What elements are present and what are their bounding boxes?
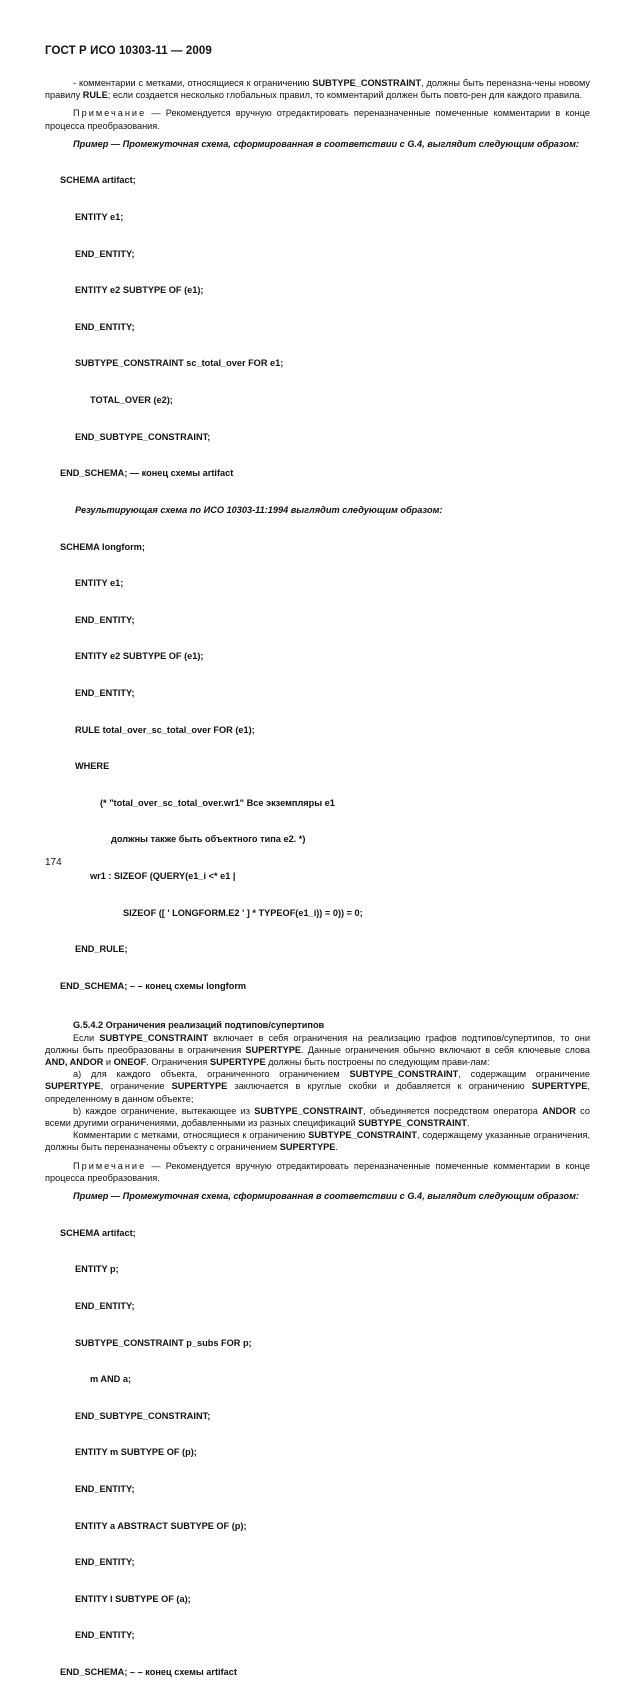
code-line: m AND a; bbox=[90, 1374, 132, 1385]
code-line: ENTITY l SUBTYPE OF (a); bbox=[75, 1593, 191, 1604]
code-block-2 bbox=[45, 516, 590, 1016]
code-line: END_RULE; bbox=[75, 944, 128, 955]
code-line: ENTITY m SUBTYPE OF (p); bbox=[75, 1447, 197, 1458]
code-line: END_ENTITY; bbox=[75, 1630, 135, 1641]
keyword: SUPERTYPE bbox=[171, 1081, 228, 1092]
code-line: wr1 : SIZEOF (QUERY(e1_i <* e1 | bbox=[90, 871, 236, 881]
text: . Данные ограничения обычно включают в себя ключевые слова bbox=[301, 1044, 590, 1055]
code-block-1 bbox=[45, 150, 590, 504]
code-line: ENTITY p; bbox=[75, 1264, 119, 1275]
text: , содержащему указанные ограничения, должны быть переназначены объекту с ограничением bbox=[45, 1130, 590, 1153]
code-line: END_ENTITY; bbox=[75, 1557, 135, 1568]
keyword: SUBTYPE_CONSTRAINT bbox=[349, 1069, 459, 1080]
code-block-3 bbox=[45, 1202, 590, 1702]
keyword: SUBTYPE_CONSTRAINT bbox=[308, 1130, 417, 1141]
example-1-caption: Пример — Промежуточная схема, сформированная в соответствии с G.4, выглядит следующим образом: bbox=[73, 138, 579, 149]
text: заключается в круглые скобки и добавляется к ограничению bbox=[227, 1081, 532, 1092]
note-label: Примечание bbox=[73, 1160, 147, 1171]
note-2 bbox=[45, 1160, 590, 1184]
paragraph-subtype-constraints bbox=[45, 1032, 590, 1069]
text: - комментарии с метками, относящиеся к ограничению bbox=[73, 78, 313, 88]
keyword: RULE bbox=[82, 90, 108, 101]
code-line: (* "total_over_sc_total_over.wr1" Все экземпляры e1 bbox=[100, 797, 335, 808]
code-line: END_SCHEMA; – – конец схемы artifact bbox=[60, 1667, 237, 1677]
section-heading: G.5.4.2 Ограничения реализаций подтипов/супертипов bbox=[73, 1020, 325, 1031]
code-line: ENTITY e1; bbox=[75, 212, 124, 223]
note-text: — Рекомендуется вручную отредактировать переназначенные помеченные комментарии в конце процесса преобразования. bbox=[45, 108, 590, 131]
code-line: END_SCHEMA; — конец схемы artifact bbox=[60, 468, 234, 479]
paragraph-comments-supertype bbox=[45, 1129, 590, 1153]
code-line: SIZEOF ([ ' LONGFORM.E2 ' ] * TYPEOF(e1_i)) = 0)) = 0; bbox=[123, 907, 363, 918]
example-2-caption: Пример — Промежуточная схема, сформированная в соответствии с G.4, выглядит следующим образом: bbox=[73, 1191, 579, 1202]
keyword: SUPERTYPE bbox=[45, 1081, 101, 1092]
note-1 bbox=[45, 107, 590, 131]
text: , ограничение bbox=[100, 1081, 172, 1092]
code-line: SUBTYPE_CONSTRAINT sc_total_over FOR e1; bbox=[75, 358, 284, 369]
keyword: SUPERTYPE bbox=[209, 1057, 266, 1068]
keyword: ANDOR bbox=[542, 1105, 576, 1116]
code-line: SUBTYPE_CONSTRAINT p_subs FOR p; bbox=[75, 1337, 252, 1348]
code-line: RULE total_over_sc_total_over FOR (e1); bbox=[75, 724, 255, 735]
keyword: SUPERTYPE bbox=[245, 1044, 302, 1055]
code-line: END_ENTITY; bbox=[75, 1483, 135, 1494]
code-line: END_SUBTYPE_CONSTRAINT; bbox=[75, 431, 211, 442]
text: Комментарии с метками, относящиеся к ограничению bbox=[73, 1130, 309, 1141]
note-label: Примечание bbox=[73, 108, 147, 119]
code-line: ENTITY e2 SUBTYPE OF (e1); bbox=[75, 285, 204, 296]
text: , содержащим ограничение bbox=[458, 1069, 590, 1080]
text: . bbox=[466, 1118, 470, 1129]
text: а) для каждого объекта, ограниченного ограничением bbox=[73, 1069, 350, 1080]
text: Если bbox=[73, 1032, 100, 1043]
code-line: END_ENTITY; bbox=[75, 614, 135, 625]
keyword: SUPERTYPE bbox=[279, 1142, 336, 1153]
keyword: SUBTYPE_CONSTRAINT bbox=[312, 78, 422, 88]
code-line: ENTITY e1; bbox=[75, 578, 124, 589]
note-text: — Рекомендуется вручную отредактировать переназначенные помеченные комментарии в конце процесса преобразования. bbox=[45, 1160, 590, 1183]
keyword: AND, ANDOR bbox=[45, 1057, 104, 1068]
code-line: END_ENTITY; bbox=[75, 687, 135, 698]
code-line: SCHEMA longform; bbox=[60, 541, 145, 552]
keyword: SUBTYPE_CONSTRAINT bbox=[358, 1118, 467, 1129]
keyword: ONEOF bbox=[113, 1057, 147, 1068]
code-line: END_ENTITY; bbox=[75, 1300, 135, 1311]
code-line: TOTAL_OVER (e2); bbox=[90, 395, 173, 406]
text: включает в себя ограничения на реализацию графов подтипов/супертипов, то они должны быть преобразованы в ограничения bbox=[45, 1032, 590, 1055]
text: , объединяется посредством оператора bbox=[363, 1105, 543, 1116]
code-line: END_SUBTYPE_CONSTRAINT; bbox=[75, 1410, 211, 1421]
text: со всеми другими ограничениями, добавленными из разных спецификаций bbox=[45, 1105, 590, 1129]
keyword: SUBTYPE_CONSTRAINT bbox=[99, 1032, 209, 1043]
code-line: END_ENTITY; bbox=[75, 321, 135, 332]
text: и bbox=[103, 1057, 114, 1068]
text: должны быть построены по следующим прави-лам: bbox=[265, 1057, 490, 1068]
keyword: SUPERTYPE bbox=[531, 1081, 588, 1092]
code-line: SCHEMA artifact; bbox=[60, 175, 136, 186]
text: . bbox=[335, 1142, 338, 1153]
list-item-a bbox=[45, 1068, 590, 1105]
code-line: ENTITY e2 SUBTYPE OF (e1); bbox=[75, 651, 204, 662]
page-content bbox=[45, 77, 590, 1703]
code-line: должны также быть объектного типа e2. *) bbox=[111, 834, 306, 845]
page-header: ГОСТ Р ИСО 10303-11 — 2009 bbox=[45, 45, 212, 57]
code-line: SCHEMA artifact; bbox=[60, 1227, 136, 1238]
code-line: END_ENTITY; bbox=[75, 248, 135, 259]
text: , должны быть переназна-чены новому правилу bbox=[45, 78, 590, 101]
text: b) каждое ограничение, вытекающее из bbox=[73, 1105, 255, 1116]
text: ; если создается несколько глобальных правил, то комментарий должен быть повто-рен для каждого правила. bbox=[107, 90, 583, 101]
code-line: WHERE bbox=[75, 761, 110, 772]
page-number: 174 bbox=[45, 857, 62, 868]
result-caption: Результирующая схема по ИСО 10303-11:1994 выглядит следующим образом: bbox=[75, 504, 443, 515]
paragraph-comments-rule bbox=[45, 77, 590, 101]
code-line: END_SCHEMA; – – конец схемы longform bbox=[60, 980, 247, 991]
code-line: ENTITY a ABSTRACT SUBTYPE OF (p); bbox=[75, 1520, 247, 1531]
keyword: SUBTYPE_CONSTRAINT bbox=[254, 1105, 364, 1116]
text: , определенному в данном объекте; bbox=[45, 1081, 590, 1104]
text: . Ограничения bbox=[146, 1057, 210, 1068]
list-item-b bbox=[45, 1105, 590, 1129]
